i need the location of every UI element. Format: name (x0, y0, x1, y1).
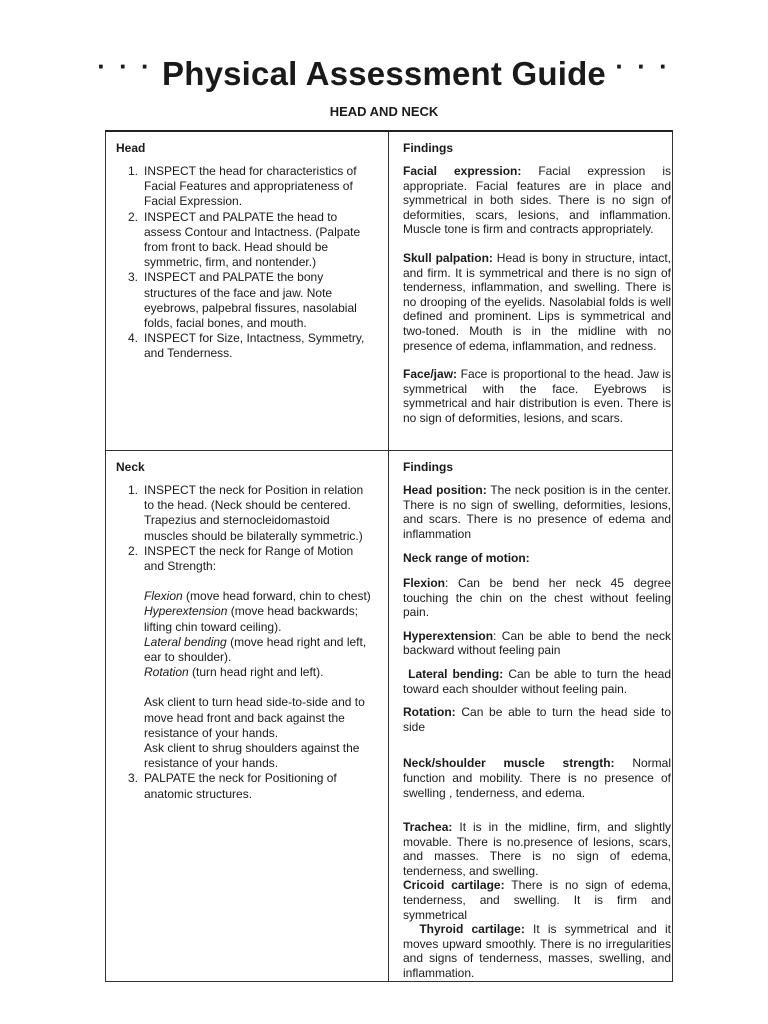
finding-label: Neck range of motion: (403, 551, 530, 566)
finding-text: Normal function and mobility. There is no presence of swelling , tenderness, and edema. (403, 756, 671, 800)
neck-procedure-cell (106, 451, 389, 982)
finding-label: Cricoid cartilage: (403, 878, 505, 893)
step-text: INSPECT and PALPATE the bony structures of the face and jaw. Note eyebrows, palpebral fissures, nasolabial folds, facial bones, and mouth. (144, 270, 357, 331)
finding-item (403, 820, 671, 878)
finding-label: Facial expression: (403, 164, 522, 178)
finding-item (403, 164, 671, 237)
head-findings-label: Findings (403, 141, 453, 155)
motion-list (144, 589, 376, 680)
head-step (116, 270, 376, 331)
finding-label: Thyroid cartilage: (419, 922, 525, 937)
neck-step (116, 483, 376, 544)
step-text: INSPECT the neck for Range of Motion and Strength: (144, 543, 354, 574)
motion-term: Flexion (144, 589, 183, 604)
head-steps (106, 161, 388, 362)
motion-desc: (move head backwards; lifting chin toward ceiling). (144, 604, 359, 634)
neck-findings-cell (389, 451, 673, 982)
finding-label: Trachea: (403, 820, 453, 835)
step-number: 2. (127, 543, 138, 558)
finding-item (403, 251, 671, 353)
finding-text: : Can be bend her neck 45 degree touching the chin on the chest without feeling pain. (403, 575, 671, 620)
finding-item (403, 551, 671, 566)
finding-item (403, 483, 671, 541)
head-step (116, 331, 376, 361)
motion-term: Rotation (144, 665, 189, 680)
motion-desc: (turn head right and left). (192, 665, 324, 680)
finding-text: Face is proportional to the head. Jaw is symmetrical with the face. Eyebrows is symmetrical and hair distribution is even. There is no sign of deformities, lesions, and scars. (403, 367, 672, 425)
head-findings (389, 161, 672, 426)
finding-text: Head is bony in structure, intact, and firm. It is symmetrical and there is no sign of tenderness, inflammation, and swelling. There is no drooping of the eyelids. Nasolabial folds is well defined and prominent. Lips is symmetrical and two-toned. Mouth is in the midline with no presence of edema, inflammation, and redness. (403, 250, 671, 353)
finding-item (403, 667, 671, 696)
neck-findings (389, 480, 672, 981)
title-text: Physical Assessment Guide (162, 55, 606, 92)
instruction-text: Ask client to turn head side-to-side and to move head front and back against the resistance of your hands. (144, 695, 365, 740)
finding-label: Flexion (403, 575, 446, 590)
title-dots-left: · · · (97, 51, 153, 81)
finding-text: : Can be able to bend the neck backward without feeling pain (403, 628, 671, 658)
finding-label: Neck/shoulder muscle strength: (403, 756, 615, 771)
motion-term: Lateral bending (144, 634, 227, 649)
neck-step (116, 544, 376, 574)
step-number: 2. (127, 209, 138, 224)
finding-label: Hyperextension (403, 628, 494, 643)
finding-item (403, 922, 671, 980)
step-text: INSPECT and PALPATE the head to assess Contour and Intactness. (Palpate from front to back. Head should be symmetric, firm, and nontender.) (144, 209, 361, 270)
finding-item (403, 705, 671, 734)
head-procedure-cell (106, 131, 389, 451)
finding-item (403, 629, 671, 658)
finding-text: Can be able to turn the head toward each shoulder without feeling pain. (403, 666, 672, 696)
finding-text: Can be able to turn the head side to side (403, 705, 671, 734)
finding-text: The neck position is in the center. There is no sign of swelling, deformities, lesions, and scars. There is no presence of edema and inflammation (403, 483, 671, 541)
step-number: 3. (127, 771, 138, 786)
head-label: Head (116, 141, 146, 155)
neck-row (106, 451, 673, 982)
step-text: INSPECT the head for characteristics of Facial Features and appropriateness of Facial Expression. (144, 164, 357, 209)
finding-label: Skull palpation: (403, 250, 493, 265)
neck-step (116, 771, 376, 801)
step-number: 4. (127, 331, 138, 346)
finding-label: Rotation: (403, 705, 456, 720)
step-text: INSPECT the neck for Position in relation to the head. (Neck should be centered. Trapezius and sternocleidomastoid muscles should be bilaterally symmetric.) (144, 483, 364, 543)
step-number: 1. (127, 164, 138, 178)
finding-text: Facial expression is appropriate. Facial features are in place and symmetrical in both sides. There is no sign of deformities, scars, lesions, and inflammation. Muscle tone is firm and contracts appropriately. (403, 164, 671, 237)
finding-item (403, 878, 671, 922)
title-dots-right: · · · (615, 51, 671, 81)
finding-label: Face/jaw: (403, 367, 458, 382)
motion-desc: (move head forward, chin to chest) (186, 589, 371, 604)
assessment-table (105, 130, 673, 982)
step-number: 1. (127, 483, 138, 497)
finding-text: It is in the midline, firm, and slightly movable. There is no.presence of lesions, scars, and masses. There is no sign of edema, tenderness, and swelling. (403, 820, 671, 878)
motion-term: Hyperextension (144, 604, 228, 619)
finding-item (403, 756, 671, 800)
finding-label: Head position: (403, 483, 487, 497)
finding-label: Lateral bending: (408, 666, 504, 681)
finding-item (403, 367, 671, 425)
step-text: INSPECT for Size, Intactness, Symmetry, and Tenderness. (144, 331, 365, 361)
step-text: PALPATE the neck for Positioning of anatomic structures. (144, 771, 337, 801)
section-subtitle: HEAD AND NECK (329, 104, 439, 119)
neck-findings-label: Findings (403, 460, 453, 474)
finding-text: It is symmetrical and it moves upward smoothly. There is no irregularities and signs of tenderness, masses, swelling, and inflammation. (403, 922, 672, 981)
page-title (0, 51, 768, 93)
instruction-text: Ask client to shrug shoulders against the resistance of your hands. (144, 741, 360, 771)
neck-label: Neck (116, 460, 145, 474)
step-number: 3. (127, 270, 138, 285)
motion-desc: (move head right and left, ear to shoulder). (144, 634, 367, 665)
head-findings-cell (389, 131, 673, 451)
head-step (116, 164, 376, 210)
finding-item (403, 576, 671, 620)
neck-steps (106, 480, 388, 802)
finding-text: There is no sign of edema, tenderness, and swelling. It is firm and symmetrical (403, 878, 672, 922)
head-row (106, 131, 673, 451)
head-step (116, 210, 376, 271)
